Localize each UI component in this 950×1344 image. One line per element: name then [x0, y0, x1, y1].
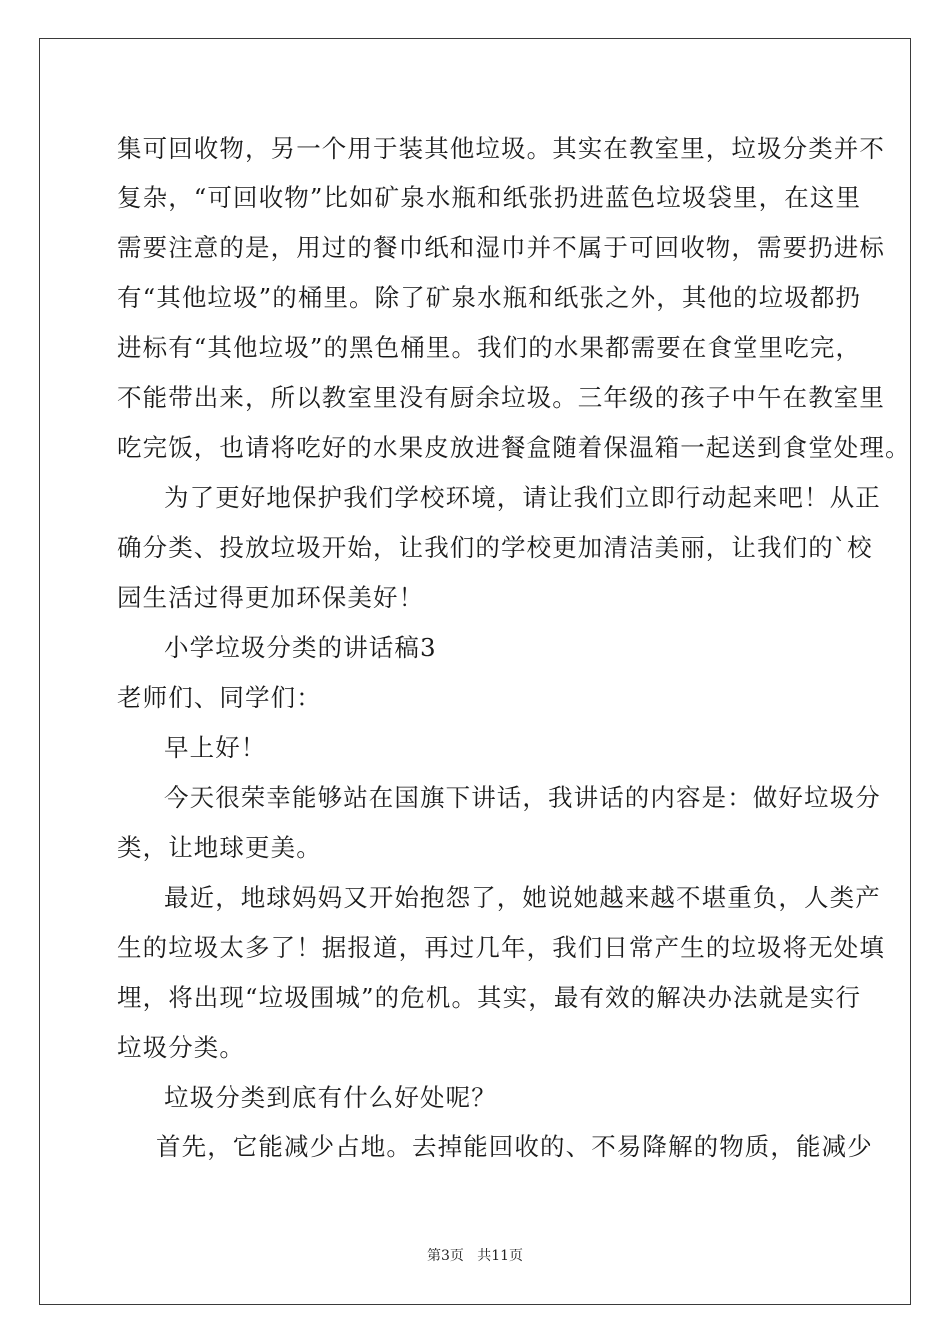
text-line: 需要注意的是，用过的餐巾纸和湿巾并不属于可回收物，需要扔进标 [117, 233, 885, 262]
text-line: 垃圾分类到底有什么好处呢？ [164, 1083, 497, 1112]
text-line: 集可回收物，另一个用于装其他垃圾。其实在教室里，垃圾分类并不 [117, 134, 885, 163]
text-line: 确分类、投放垃圾开始，让我们的学校更加清洁美丽，让我们的`校 [117, 533, 873, 562]
text-line: 复杂，“可回收物”比如矿泉水瓶和纸张扔进蓝色垃圾袋里，在这里 [117, 183, 862, 212]
text-line: 最近，地球妈妈又开始抱怨了，她说她越来越不堪重负，人类产 [164, 883, 881, 912]
text-line: 不能带出来，所以教室里没有厨余垃圾。三年级的孩子中午在教室里 [117, 383, 885, 412]
text-line: 吃完饭，也请将吃好的水果皮放进餐盒随着保温箱一起送到食堂处理。 [117, 433, 911, 462]
text-line: 首先，它能减少占地。去掉能回收的、不易降解的物质，能减少 [156, 1132, 873, 1161]
text-line: 有“其他垃圾”的桶里。除了矿泉水瓶和纸张之外，其他的垃圾都扔 [117, 283, 862, 312]
section-heading: 小学垃圾分类的讲话稿3 [164, 633, 437, 662]
greeting: 早上好！ [164, 733, 267, 762]
page-number: 第3页 共11页 [426, 1248, 524, 1264]
text-line: 进标有“其他垃圾”的黑色桶里。我们的水果都需要在食堂里吃完， [117, 333, 862, 362]
salutation: 老师们、同学们： [117, 683, 322, 712]
text-line: 垃圾分类。 [117, 1033, 245, 1062]
text-line: 埋，将出现“垃圾围城”的危机。其实，最有效的解决办法就是实行 [117, 983, 862, 1012]
text-line: 园生活过得更加环保美好！ [117, 583, 425, 612]
text-line: 类，让地球更美。 [117, 833, 322, 862]
text-line: 今天很荣幸能够站在国旗下讲话，我讲话的内容是：做好垃圾分 [164, 783, 881, 812]
text-line: 生的垃圾太多了！据报道，再过几年，我们日常产生的垃圾将无处填 [117, 933, 885, 962]
text-line: 为了更好地保护我们学校环境，请让我们立即行动起来吧！从正 [164, 483, 881, 512]
